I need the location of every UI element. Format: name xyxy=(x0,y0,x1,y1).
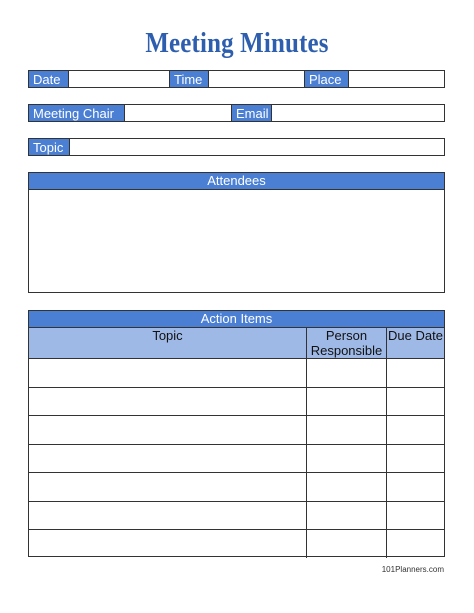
due-date-cell[interactable] xyxy=(387,530,445,558)
due-date-cell[interactable] xyxy=(387,416,445,445)
table-row xyxy=(29,473,444,502)
topic-label: Topic xyxy=(29,139,70,155)
table-row xyxy=(29,416,444,445)
topic-cell[interactable] xyxy=(29,387,307,416)
topic-row xyxy=(28,138,445,156)
action-items-table xyxy=(29,328,444,558)
chair-email-row xyxy=(28,104,445,122)
table-row xyxy=(29,444,444,473)
date-label: Date xyxy=(29,71,69,87)
person-cell[interactable] xyxy=(307,387,387,416)
person-cell[interactable] xyxy=(307,416,387,445)
topic-cell[interactable] xyxy=(29,530,307,558)
topic-field[interactable] xyxy=(70,139,444,155)
topic-cell[interactable] xyxy=(29,473,307,502)
action-items-section xyxy=(28,310,445,557)
place-label: Place xyxy=(305,71,349,87)
page-title: Meeting Minutes xyxy=(145,27,329,59)
column-header-due-date: Due Date xyxy=(387,328,445,359)
table-header-row xyxy=(29,328,444,359)
person-cell[interactable] xyxy=(307,359,387,388)
due-date-cell[interactable] xyxy=(387,501,445,530)
action-items-header: Action Items xyxy=(29,311,444,328)
table-row xyxy=(29,501,444,530)
due-date-cell[interactable] xyxy=(387,359,445,388)
place-field[interactable] xyxy=(349,71,444,87)
person-cell[interactable] xyxy=(307,501,387,530)
footer-credit: 101Planners.com xyxy=(381,565,444,574)
email-field[interactable] xyxy=(272,105,444,121)
column-header-topic: Topic xyxy=(29,328,307,359)
email-label: Email xyxy=(232,105,272,121)
attendees-section xyxy=(28,172,445,293)
meeting-chair-field[interactable] xyxy=(125,105,232,121)
meeting-chair-label: Meeting Chair xyxy=(29,105,125,121)
attendees-header: Attendees xyxy=(29,173,444,190)
time-label: Time xyxy=(170,71,209,87)
date-field[interactable] xyxy=(69,71,170,87)
topic-cell[interactable] xyxy=(29,501,307,530)
time-field[interactable] xyxy=(209,71,305,87)
attendees-field[interactable] xyxy=(29,190,444,293)
person-cell[interactable] xyxy=(307,473,387,502)
due-date-cell[interactable] xyxy=(387,444,445,473)
person-cell[interactable] xyxy=(307,530,387,558)
person-cell[interactable] xyxy=(307,444,387,473)
due-date-cell[interactable] xyxy=(387,473,445,502)
column-header-person-responsible: Person Responsible xyxy=(307,328,387,359)
topic-cell[interactable] xyxy=(29,444,307,473)
topic-cell[interactable] xyxy=(29,416,307,445)
due-date-cell[interactable] xyxy=(387,387,445,416)
table-row xyxy=(29,530,444,558)
topic-cell[interactable] xyxy=(29,359,307,388)
table-row xyxy=(29,359,444,388)
date-time-place-row xyxy=(28,70,445,88)
table-row xyxy=(29,387,444,416)
